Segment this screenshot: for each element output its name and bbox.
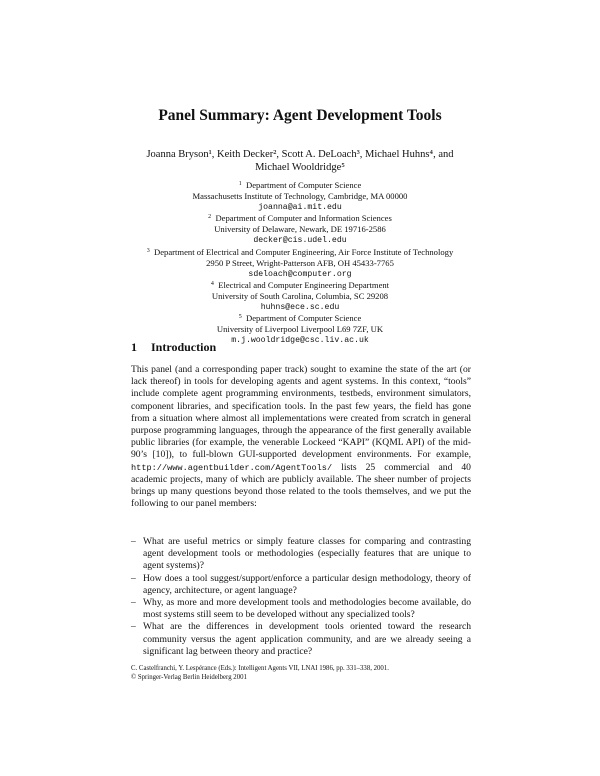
affiliation-3-email: sdeloach@computer.org bbox=[248, 269, 352, 279]
affiliation-5-place: University of Liverpool Liverpool L69 7ZF, UK bbox=[216, 324, 384, 335]
section-title: Introduction bbox=[151, 340, 217, 354]
affiliation-4-email: huhns@ece.sc.edu bbox=[260, 303, 340, 313]
agentbuilder-url: http://www.agentbuilder.com/AgentTools/ bbox=[131, 462, 333, 473]
question-2: How does a tool suggest/support/enforce a particular design methodology, theory of agency, architecture, or agent language? bbox=[143, 572, 471, 596]
question-1: What are useful metrics or simply feature classes for comparing and contrasting agent development tools or methodologies (especially features that are unique to agent systems)? bbox=[143, 536, 471, 572]
author-line-1: Joanna Bryson¹, Keith Decker², Scott A. DeLoach³, Michael Huhns⁴, and bbox=[146, 149, 454, 160]
affiliations bbox=[60, 180, 540, 346]
paper-title: Panel Summary: Agent Development Tools bbox=[158, 107, 442, 124]
page-footer bbox=[131, 664, 471, 682]
affiliation-3-dept: $^3$ Department of Electrical and Computer Engineering, Air Force Institute of Technology bbox=[146, 246, 454, 257]
affiliation-2-place: University of Delaware, Newark, DE 19716-2586 bbox=[214, 224, 386, 235]
affiliation-5-dept: $^5$ Department of Computer Science bbox=[238, 313, 362, 324]
list-item: – What are useful metrics or simply feature classes for comparing and contrasting agent development tools or methodologies (especially features that are unique to agent systems)? bbox=[131, 536, 471, 572]
section-heading bbox=[131, 340, 216, 355]
affiliation-5-email: m.j.wooldridge@csc.liv.ac.uk bbox=[231, 336, 369, 346]
paragraph-text-after-url: lists 25 commercial and 40 academic projects, many of which are publicly available. The sheer number of projects brings up many questions beyond those related to the tools themselves, and we put the following to our panel members: bbox=[131, 461, 471, 510]
affiliation-4-place: University of South Carolina, Columbia, SC 29208 bbox=[211, 290, 389, 301]
list-item: – What are the differences in development tools oriented toward the research community versus the agent application community, and are we already seeing a significant lag between theory and practice? bbox=[131, 621, 471, 657]
section-number: 1 bbox=[131, 340, 137, 354]
affiliation-1-dept: $^1$ Department of Computer Science bbox=[238, 180, 362, 190]
affiliation-3-place: 2950 P Street, Wright-Patterson AFB, OH 45433-7765 bbox=[206, 257, 394, 268]
affiliation-2-email: decker@cis.udel.edu bbox=[253, 236, 347, 246]
author-line-2: Michael Wooldridge⁵ bbox=[255, 162, 345, 173]
question-3: Why, as more and more development tools and methodologies become available, do most systems still seem to be developed without any specialized tools? bbox=[143, 597, 471, 621]
question-list bbox=[131, 536, 471, 658]
question-4: What are the differences in development tools oriented toward the research community versus the agent application community, and are we already seeing a significant lag between theory and practice? bbox=[143, 621, 471, 657]
list-item: – Why, as more and more development tools and methodologies become available, do most systems still seem to be developed without any specialized tools? bbox=[131, 597, 471, 621]
citation-line: C. Castelfranchi, Y. Lespérance (Eds.): Intelligent Agents VII, LNAI 1986, pp. 331–338, 2001. bbox=[131, 665, 389, 672]
author-list bbox=[120, 148, 480, 174]
intro-paragraph bbox=[131, 364, 471, 510]
list-item: – How does a tool suggest/support/enforce a particular design methodology, theory of agency, architecture, or agent language? bbox=[131, 572, 471, 596]
copyright-line: © Springer-Verlag Berlin Heidelberg 2001 bbox=[131, 674, 247, 681]
affiliation-2-dept: $^2$ Department of Computer and Information Sciences bbox=[208, 213, 392, 224]
paragraph-text-before-url: This panel (and a corresponding paper track) sought to examine the state of the art (or lack thereof) in tools for developing agents and agent systems. In this context, “tools” include complete agent programming environments, testbeds, environment simulators, component libraries, and specification tools. In the past few years, the field has gone from a situation where almost all implementations were created from scratch in general purpose programming languages, through the appearance of the first generally available public libraries (for example, the venerable Lockeed “KAPI” (KQML API) of the mid-90’s [10]), to full-blown GUI-supported development environments. For example, bbox=[131, 364, 471, 461]
affiliation-1-place: Massachusetts Institute of Technology, Cambridge, MA 00000 bbox=[192, 191, 408, 202]
affiliation-4-dept: $^4$ Electrical and Computer Engineering Department bbox=[210, 279, 390, 290]
affiliation-1-email: joanna@ai.mit.edu bbox=[258, 203, 342, 213]
